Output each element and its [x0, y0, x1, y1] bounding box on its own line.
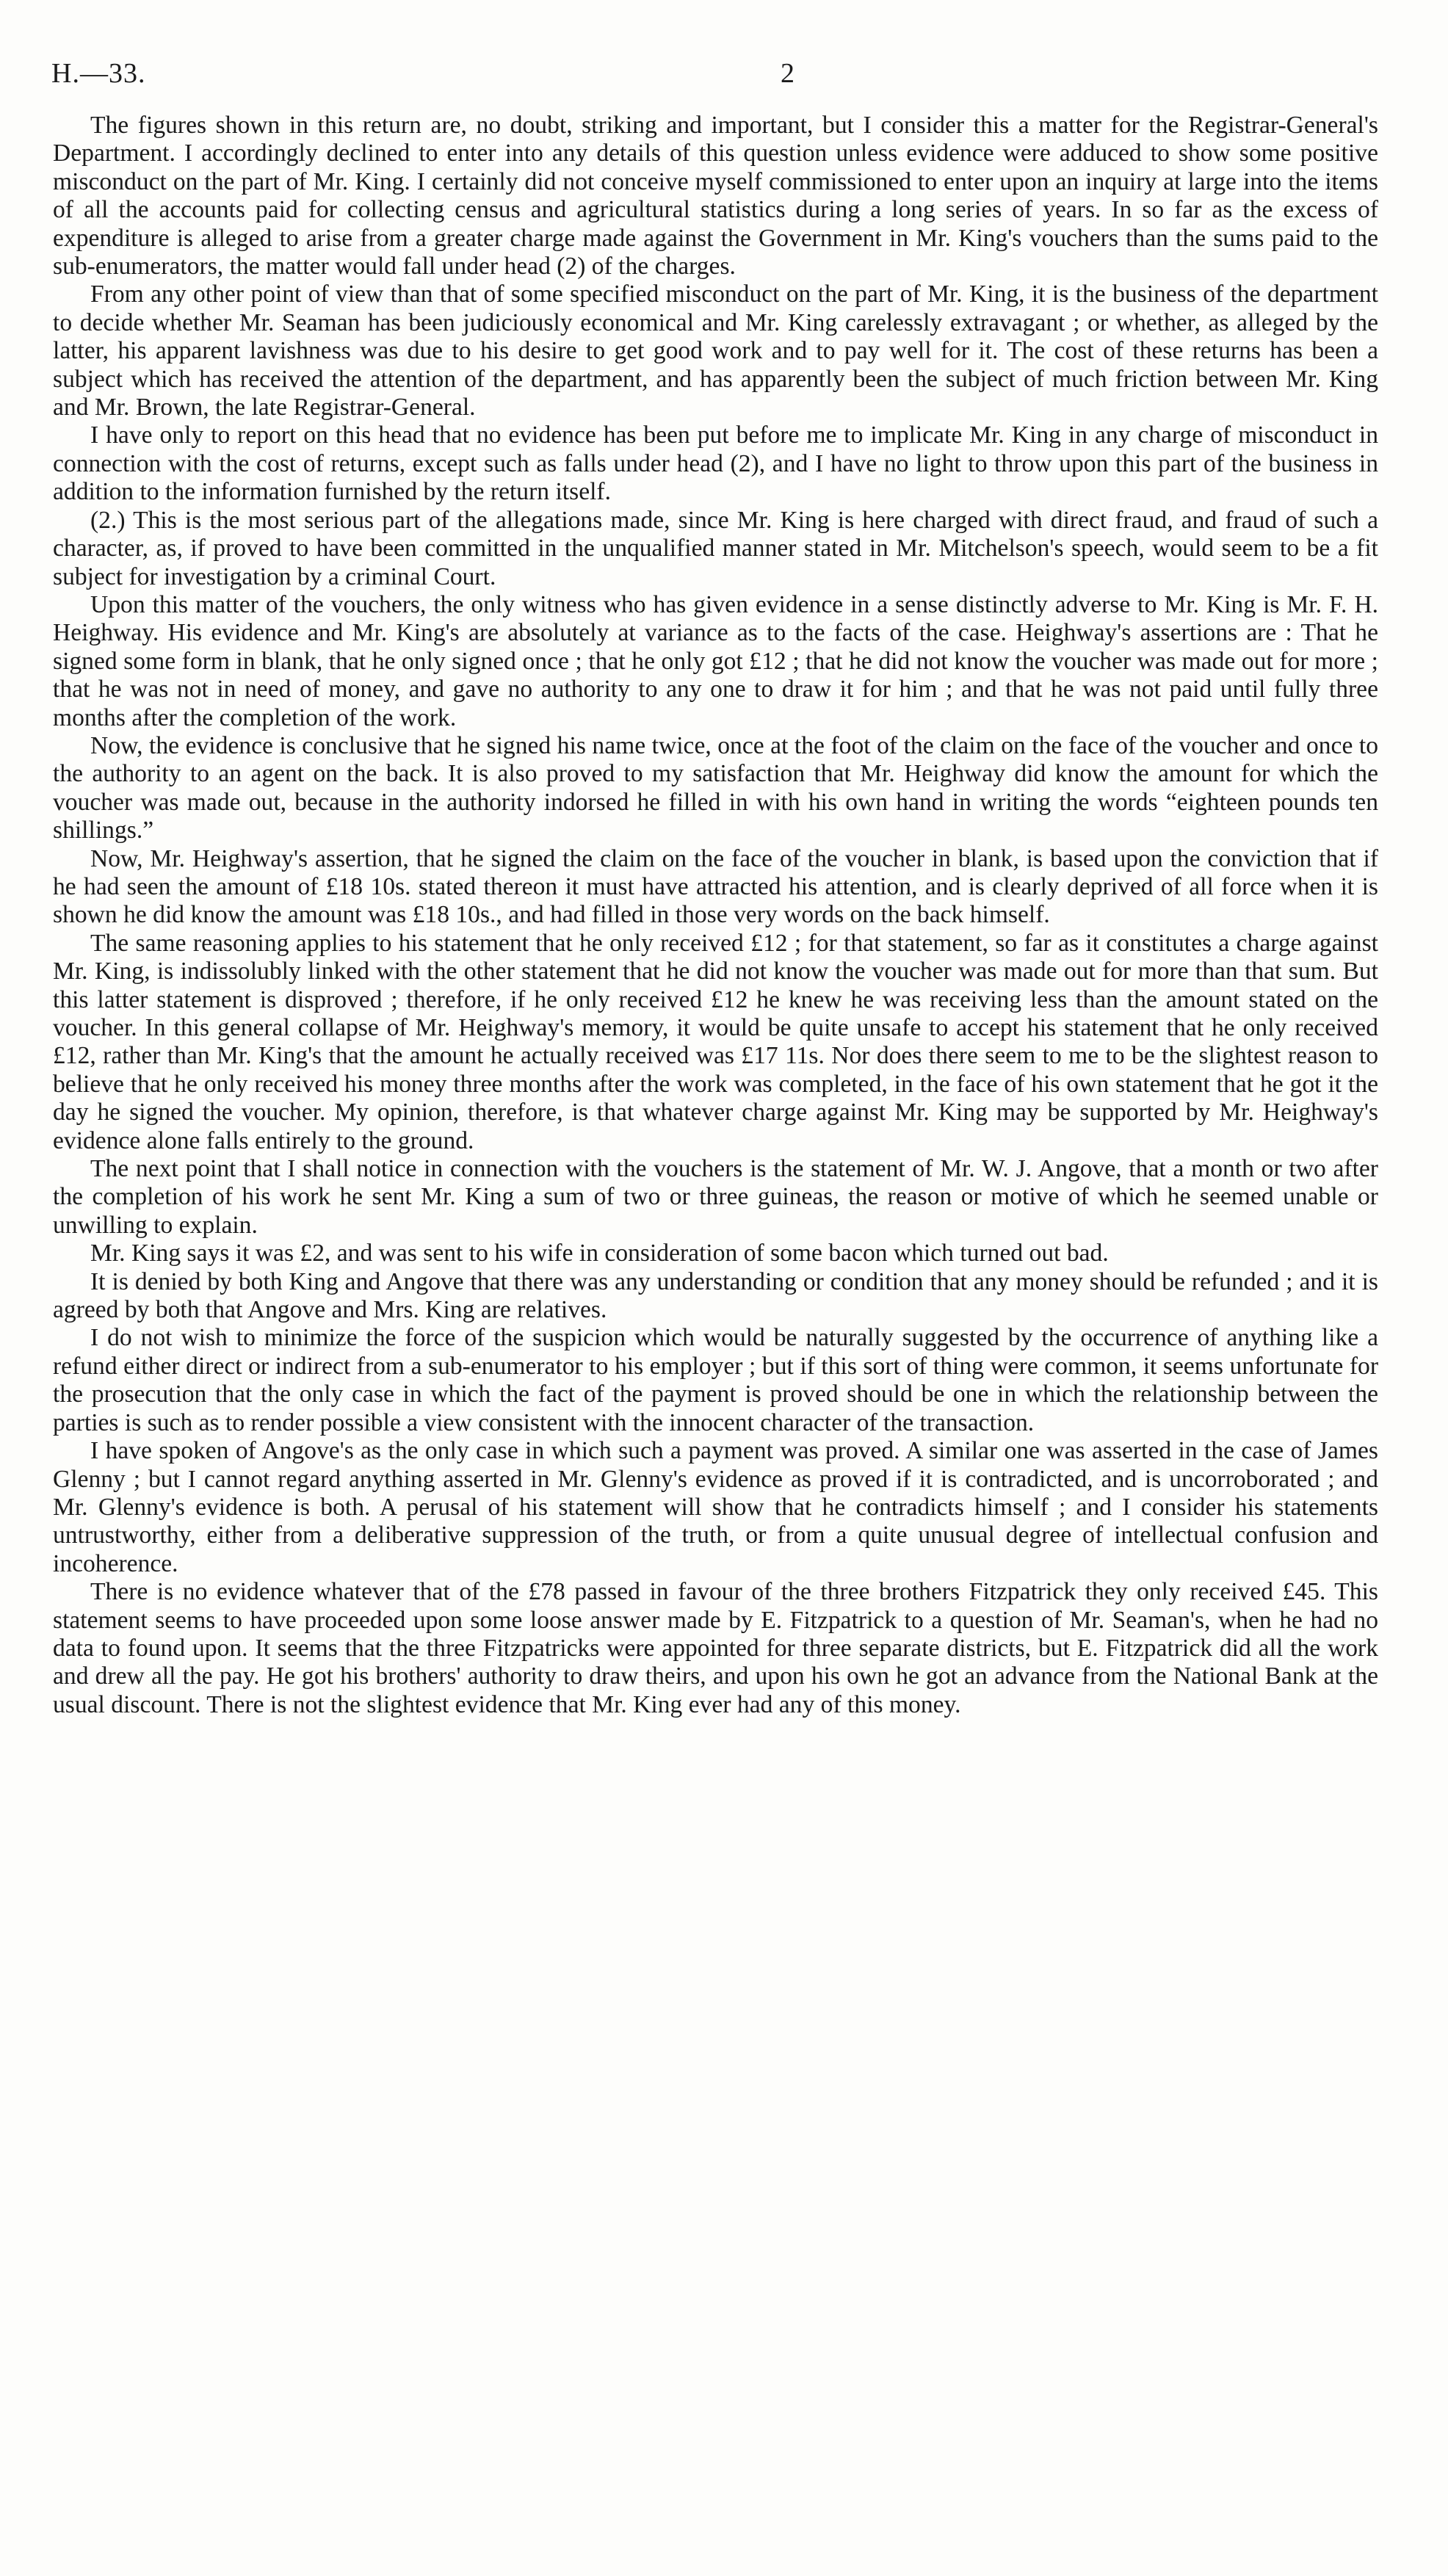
document-reference: H.—33.: [51, 58, 146, 89]
paragraph: I have only to report on this head that no evidence has been put before me to implicate Mr. King in any charge of misconduct in connection with the cost of returns, except such as falls under head (2), and I have no light to throw upon this part of the business in addition to the information furnished by the return itself.: [53, 422, 1378, 506]
paragraph: I do not wish to minimize the force of the suspicion which would be naturally suggested by the occurrence of anything like a refund either direct or indirect from a sub-enumerator to his employer ; but if this sort of thing were common, it seems unfortunate for the prosecution that the only case in which the fact of the payment is proved should be one in which the relationship between the parties is such as to render possible a view consistent with the innocent character of the transaction.: [53, 1324, 1378, 1436]
paragraph: From any other point of view than that of some specified misconduct on the part of Mr. King, it is the business of the department to decide whether Mr. Seaman has been judiciously economical and Mr. King carelessly extravagant ; or whether, as alleged by the latter, his apparent lavishness was due to his desire to get good work and to pay well for it. The cost of these returns has been a subject which has received the attention of the department, and has apparently been the subject of much friction between Mr. King and Mr. Brown, the late Registrar-General.: [53, 281, 1378, 422]
paragraph: There is no evidence whatever that of the £78 passed in favour of the three brothers Fitzpatrick they only received £45. This statement seems to have proceeded upon some loose answer made by E. Fitzpatrick to a question of Mr. Seaman's, when he had no data to found upon. It seems that the three Fitzpatricks were appointed for three separate districts, but E. Fitzpatrick did all the work and drew all the pay. He got his brothers' authority to draw theirs, and upon his own he got an advance from the National Bank at the usual discount. There is not the slightest evidence that Mr. King ever had any of this money.: [53, 1578, 1378, 1718]
paragraph: The same reasoning applies to his statement that he only received £12 ; for that statement, so far as it constitutes a charge against Mr. King, is indissolubly linked with the other statement that he did not know the voucher was made out for more than that sum. But this latter statement is disproved ; therefore, if he only received £12 he knew he was receiving less than the amount stated on the voucher. In this general collapse of Mr. Heighway's memory, it would be quite unsafe to accept his statement that he only received £12, rather than Mr. King's that the amount he actually received was £17 11s. Nor does there seem to me to be the slightest reason to believe that he only received his money three months after the work was completed, in the face of his own statement that he got it the day he signed the voucher. My opinion, therefore, is that whatever charge against Mr. King may be supported by Mr. Heighway's evidence alone falls entirely to the ground.: [53, 929, 1378, 1154]
paragraph: The figures shown in this return are, no doubt, striking and important, but I consider this a matter for the Registrar-General's Department. I accordingly declined to enter into any details of this question unless evidence were adduced to show some positive misconduct on the part of Mr. King. I certainly did not conceive myself commissioned to enter upon an inquiry at large into the items of all the accounts paid for collecting census and agricultural statistics during a long series of years. In so far as the excess of expenditure is alleged to arise from a greater charge made against the Government in Mr. King's vouchers than the sums paid to the sub-enumerators, the matter would fall under head (2) of the charges.: [53, 112, 1378, 281]
paragraph: (2.) This is the most serious part of the allegations made, since Mr. King is here charged with direct fraud, and fraud of such a character, as, if proved to have been committed in the unqualified manner stated in Mr. Mitchelson's speech, would seem to be a fit subject for investigation by a criminal Court.: [53, 506, 1378, 590]
paragraph: Mr. King says it was £2, and was sent to his wife in consideration of some bacon which turned out bad.: [90, 1240, 1109, 1267]
paragraph: Now, the evidence is conclusive that he signed his name twice, once at the foot of the claim on the face of the voucher and once to the authority to an agent on the back. It is also proved to my satisfaction that Mr. Heighway did know the amount for which the voucher was made out, because in the authority indorsed he filled in with his own hand in writing the words “eighteen pounds ten shillings.”: [53, 731, 1378, 844]
paragraph: Now, Mr. Heighway's assertion, that he signed the claim on the face of the voucher in blank, is based upon the conviction that if he had seen the amount of £18 10s. stated thereon it must have attracted his attention, and is clearly deprived of all force when it is shown he did know the amount was £18 10s., and had filled in those very words on the back himself.: [53, 844, 1378, 929]
paragraph: The next point that I shall notice in connection with the vouchers is the statement of Mr. W. J. Angove, that a month or two after the completion of his work he sent Mr. King a sum of two or three guineas, the reason or motive of which he seemed unable or unwilling to explain.: [53, 1155, 1378, 1239]
report-body: [53, 112, 1378, 1719]
page-header: [44, 57, 1410, 101]
paragraph: It is denied by both King and Angove that there was any understanding or condition that any money should be refunded ; and it is agreed by both that Angove and Mrs. King are relatives.: [53, 1267, 1378, 1324]
paragraph: Upon this matter of the vouchers, the only witness who has given evidence in a sense distinctly adverse to Mr. King is Mr. F. H. Heighway. His evidence and Mr. King's are absolutely at variance as to the facts of the case. Heighway's assertions are : That he signed some form in blank, that he only signed once ; that he only got £12 ; that he did not know the voucher was made out for more ; that he was not in need of money, and gave no authority to any one to draw it for him ; and that he was not paid until fully three months after the completion of the work.: [53, 590, 1378, 731]
page-number: 2: [781, 58, 794, 89]
paragraph: I have spoken of Angove's as the only case in which such a payment was proved. A similar one was asserted in the case of James Glenny ; but I cannot regard anything asserted in Mr. Glenny's evidence as proved if it is contradicted, and is uncorroborated ; and Mr. Glenny's evidence is both. A perusal of his statement will show that he contradicts himself ; and I consider his statements untrustworthy, either from a deliberative suppression of the truth, or from a quite unusual degree of intellectual confusion and incoherence.: [53, 1437, 1378, 1577]
